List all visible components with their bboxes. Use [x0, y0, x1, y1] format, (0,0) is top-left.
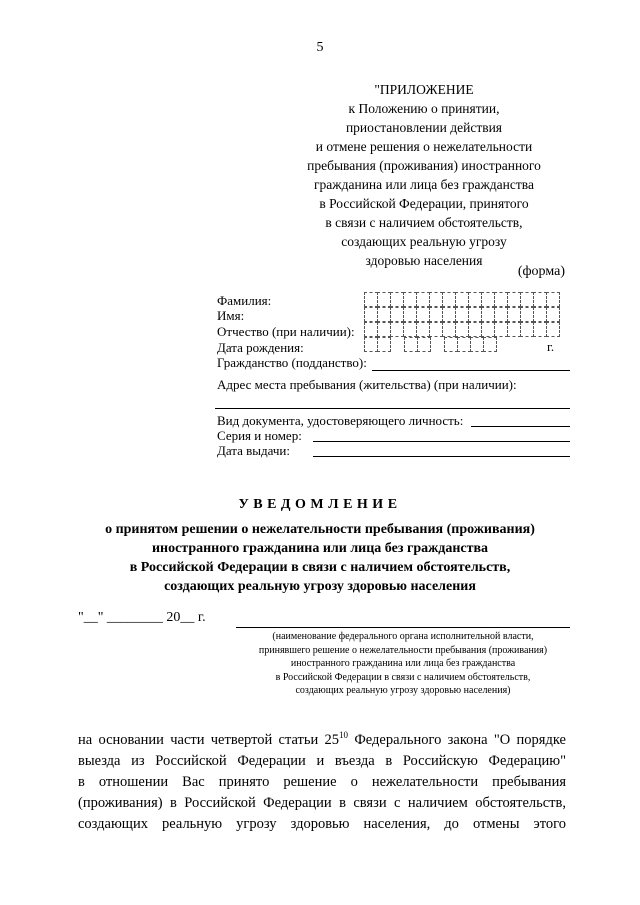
- body-line-4: (проживания) в Российской Федерации в связи с наличием обстоятельств,: [78, 795, 566, 811]
- name-label: Имя:: [217, 308, 245, 323]
- body-line-1: [78, 730, 566, 751]
- body-line-5: создающих реальную угрозу здоровью населения, до отмены этого: [78, 816, 566, 832]
- id-document-line[interactable]: [471, 426, 570, 427]
- appendix-line: здоровью населения: [365, 253, 483, 268]
- appendix-line: к Положению о принятии,: [348, 101, 500, 116]
- appendix-line: "ПРИЛОЖЕНИЕ: [374, 82, 474, 97]
- caption-line: принявшего решение о нежелательности пребывания (проживания): [258, 644, 548, 656]
- authority-name-line[interactable]: [236, 627, 570, 628]
- appendix-line: создающих реальную угрозу: [341, 234, 507, 249]
- citizenship-label: Гражданство (подданство):: [217, 355, 367, 370]
- issue-date-line[interactable]: [313, 456, 570, 457]
- appendix-line: приостановлении действия: [345, 120, 503, 135]
- name-boxes[interactable]: [364, 307, 560, 322]
- citizenship-line[interactable]: [372, 370, 570, 371]
- caption-line: иностранного гражданина или лица без гражданства: [290, 658, 516, 669]
- appendix-header: [268, 80, 580, 270]
- patronymic-label: Отчество (при наличии):: [217, 324, 355, 339]
- caption-line: создающих реальную угрозу здоровью населения): [295, 685, 511, 696]
- issue-date-label: Дата выдачи:: [217, 443, 291, 458]
- notification-date: "__" ________ 20__ г.: [78, 610, 206, 625]
- appendix-line: в связи с наличием обстоятельств,: [325, 215, 523, 230]
- body-line-2: выезда из Российской Федерации и въезда в Российскую Федерацию": [78, 753, 566, 769]
- authority-caption: [236, 630, 570, 698]
- subtitle-line: в Российской Федерации в связи с наличием обстоятельств,: [129, 560, 511, 575]
- body-text-fragment: на основании части четвертой статьи 25: [78, 732, 340, 748]
- article-superscript: 10: [339, 730, 349, 741]
- appendix-line: пребывания (проживания) иностранного: [307, 158, 541, 173]
- patronymic-boxes[interactable]: [364, 322, 560, 337]
- subtitle-line: создающих реальную угрозу здоровью населения: [164, 579, 476, 594]
- subtitle-line: иностранного гражданина или лица без гражданства: [151, 541, 489, 556]
- body-paragraph: [78, 730, 566, 835]
- appendix-line: гражданина или лица без гражданства: [314, 177, 534, 192]
- caption-line: в Российской Федерации в связи с наличием обстоятельств,: [275, 671, 531, 683]
- document-title: УВЕДОМЛЕНИЕ: [238, 497, 402, 512]
- appendix-line: в Российской Федерации, принятого: [319, 196, 529, 211]
- body-text-fragment: Федерального закона "О порядке: [348, 732, 566, 748]
- appendix-line: и отмене решения о нежелательности: [315, 139, 533, 154]
- address-line[interactable]: [215, 408, 570, 409]
- id-document-label: Вид документа, удостоверяющего личность:: [217, 413, 464, 428]
- birth-date-boxes[interactable]: [364, 337, 560, 352]
- document-subtitle: [60, 520, 580, 596]
- subtitle-line: о принятом решении о нежелательности пребывания (проживания): [105, 522, 535, 537]
- surname-label: Фамилия:: [217, 293, 272, 308]
- year-suffix: г.: [547, 339, 555, 354]
- page-number: 5: [316, 40, 324, 55]
- address-label: Адрес места пребывания (жительства) (при наличии):: [217, 377, 517, 392]
- series-number-label: Серия и номер:: [217, 428, 302, 443]
- name-character-grid: [364, 292, 560, 352]
- series-number-line[interactable]: [313, 441, 570, 442]
- surname-boxes[interactable]: [364, 292, 560, 307]
- caption-line: (наименование федерального органа исполнительной власти,: [272, 631, 534, 642]
- birth-date-label: Дата рождения:: [217, 340, 304, 355]
- body-line-3: в отношении Вас принято решение о нежелательности пребывания: [78, 774, 566, 790]
- form-label: (форма): [517, 264, 565, 279]
